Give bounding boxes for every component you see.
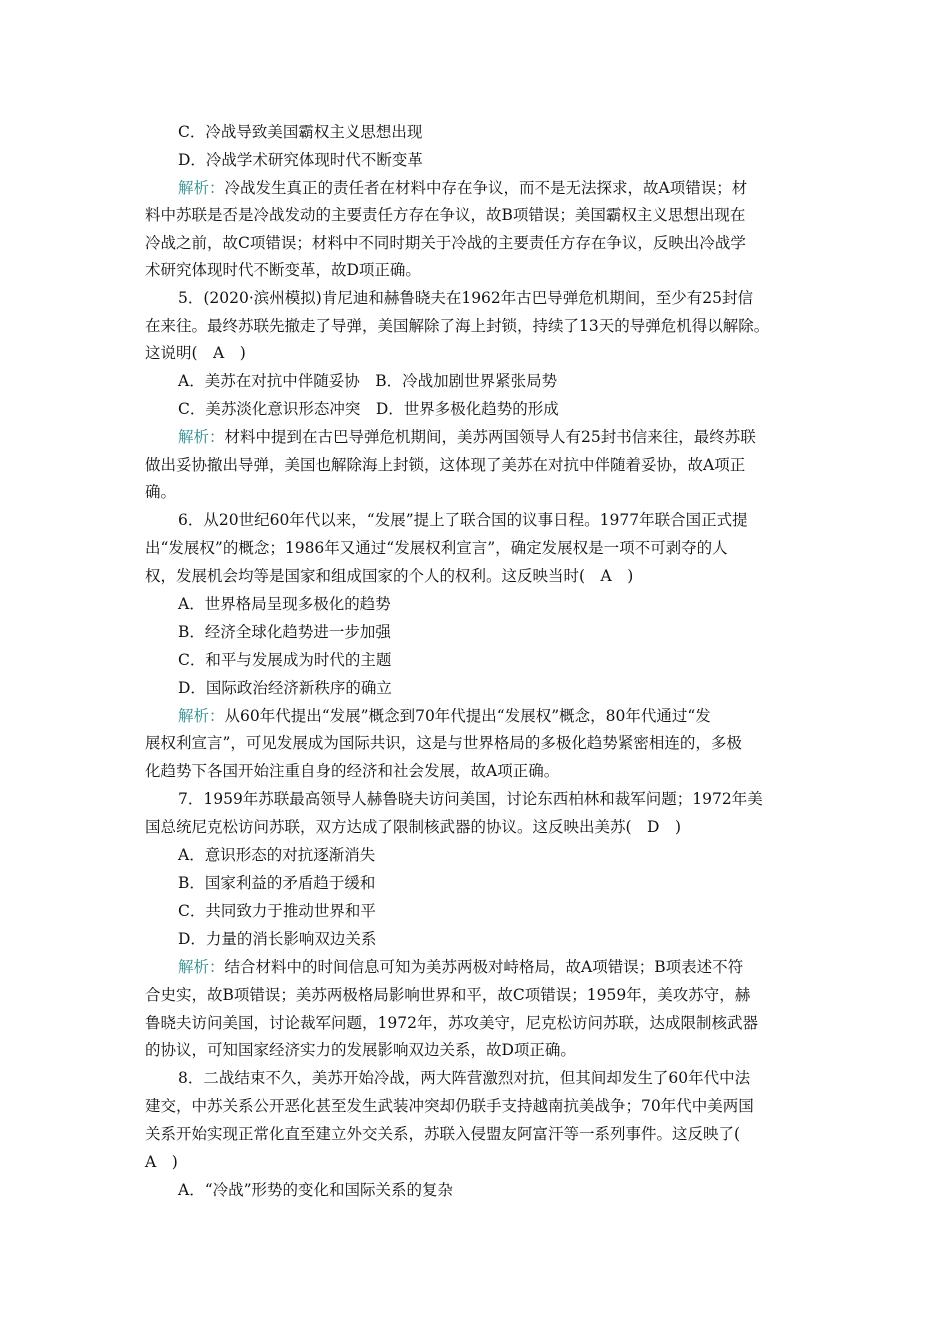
- analysis-line: 冷战之前，故C项错误；材料中不同时期关于冷战的主要责任方存在争议，反映出冷战学: [145, 234, 746, 252]
- analysis-label: 解析：: [178, 179, 225, 197]
- question-line: 在来往。最终苏联先撤走了导弹，美国解除了海上封锁，持续了13天的导弹危机得以解除。: [145, 317, 770, 335]
- analysis-line: 化趋势下各国开始注重自身的经济和社会发展，故A项正确。: [145, 762, 560, 780]
- analysis-line: 解析：结合材料中的时间信息可知为美苏两极对峙格局，故A项错误；B项表述不符: [178, 958, 744, 976]
- option-line: A．美苏在对抗中伴随妥协 B．冷战加剧世界紧张局势: [178, 372, 558, 390]
- question-line: 权，发展机会均等是国家和组成国家的个人的权利。这反映当时( A ): [145, 567, 634, 585]
- question-line: 出“发展权”的概念；1986年又通过“发展权利宣言”，确定发展权是一项不可剥夺的人: [145, 539, 728, 557]
- analysis-label: 解析：: [178, 958, 225, 976]
- option-line: B．国家利益的矛盾趋于缓和: [178, 874, 376, 892]
- question-line: 建交，中苏关系公开恶化甚至发生武装冲突却仍联手支持越南抗美战争；70年代中美两国: [145, 1097, 754, 1115]
- option-line: A．意识形态的对抗逐渐消失: [178, 846, 376, 864]
- analysis-line: 鲁晓夫访问美国，讨论裁军问题，1972年，苏攻美守，尼克松访问苏联，达成限制核武器: [145, 1014, 758, 1032]
- analysis-line: 合史实，故B项错误；美苏两极格局影响世界和平，故C项错误；1959年，美攻苏守，赫: [145, 986, 751, 1004]
- question-line: 国总统尼克松访问苏联，双方达成了限制核武器的协议。这反映出美苏( D ): [145, 818, 682, 836]
- option-line: D．冷战学术研究体现时代不断变革: [178, 151, 423, 169]
- option-line: A．世界格局呈现多极化的趋势: [178, 595, 391, 613]
- analysis-line: 解析：材料中提到在古巴导弹危机期间，美苏两国领导人有25封书信来往，最终苏联: [178, 428, 756, 446]
- analysis-label: 解析：: [178, 707, 225, 725]
- question-line: 5．(2020·滨州模拟)肯尼迪和赫鲁晓夫在1962年古巴导弹危机期间，至少有25封信: [178, 289, 754, 307]
- option-line: C．冷战导致美国霸权主义思想出现: [178, 123, 423, 141]
- question-line: 8．二战结束不久，美苏开始冷战，两大阵营激烈对抗，但其间却发生了60年代中法: [178, 1069, 751, 1087]
- question-line: 6．从20世纪60年代以来，“发展”提上了联合国的议事日程。1977年联合国正式提: [178, 511, 748, 529]
- analysis-line: 做出妥协撤出导弹，美国也解除海上封锁，这体现了美苏在对抗中伴随着妥协，故A项正: [145, 456, 746, 474]
- option-line: A．“冷战”形势的变化和国际关系的复杂: [178, 1181, 454, 1199]
- option-line: C．共同致力于推动世界和平: [178, 902, 376, 920]
- option-line: C．美苏淡化意识形态冲突 D．世界多极化趋势的形成: [178, 400, 559, 418]
- analysis-label: 解析：: [178, 428, 225, 446]
- analysis-line: 确。: [145, 483, 177, 501]
- question-line: A ): [145, 1153, 178, 1171]
- question-line: 7．1959年苏联最高领导人赫鲁晓夫访问美国，讨论东西柏林和裁军问题；1972年美: [178, 790, 763, 808]
- option-line: D．国际政治经济新秩序的确立: [178, 679, 392, 697]
- analysis-line: 解析：冷战发生真正的责任者在材料中存在争议，而不是无法探求，故A项错误；材: [178, 179, 748, 197]
- analysis-line: 术研究体现时代不断变革，故D项正确。: [145, 261, 421, 279]
- option-line: D．力量的消长影响双边关系: [178, 930, 377, 948]
- analysis-line: 料中苏联是否是冷战发动的主要责任方存在争议，故B项错误；美国霸权主义思想出现在: [145, 206, 746, 224]
- option-line: B．经济全球化趋势进一步加强: [178, 623, 391, 641]
- option-line: C．和平与发展成为时代的主题: [178, 651, 392, 669]
- analysis-line: 展权利宣言”，可见发展成为国际共识，这是与世界格局的多极化趋势紧密相连的，多极: [145, 734, 742, 752]
- question-line: 关系开始实现正常化直至建立外交关系，苏联入侵盟友阿富汗等一系列事件。这反映了(: [145, 1125, 741, 1143]
- analysis-line: 的协议，可知国家经济实力的发展影响双边关系，故D项正确。: [145, 1041, 576, 1059]
- analysis-line: 解析：从60年代提出“发展”概念到70年代提出“发展权”概念，80年代通过“发: [178, 707, 711, 725]
- question-line: 这说明( A ): [145, 344, 246, 362]
